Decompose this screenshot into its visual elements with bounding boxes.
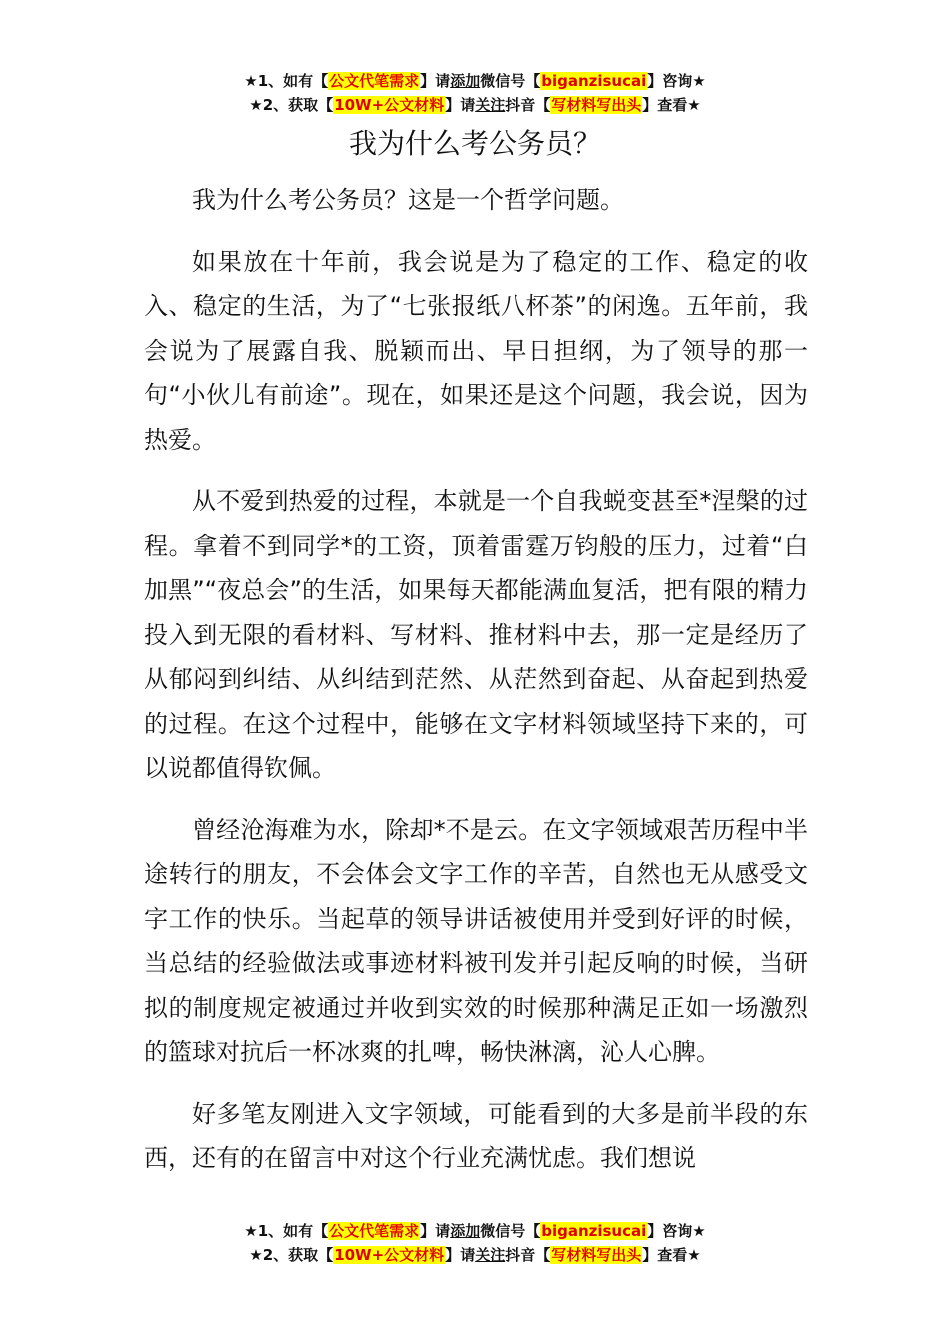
- paragraph-1: 我为什么考公务员？这是一个哲学问题。: [192, 186, 624, 214]
- paragraph-4: 曾经沧海难为水，除却*不是云。在文字领域艰苦历程中半途转行的朋友，不会体会文字工作的辛苦，自然也无从感受文字工作的快乐。当起草的领导讲话被使用并受到好评的时候，当总结的经验做法或事迹材料被刊发并引起反响的时候，当研拟的制度规定被通过并收到实效的时候那种满足正如一场激烈的篮球对抗后一杯冰爽的扎啤，畅快淋漓，沁人心脾。: [144, 815, 808, 1066]
- promo-highlight-douyin: 写材料写出头: [551, 1246, 642, 1264]
- promo-line-2: ★2、获取【10W+公文材料】请关注抖音【写材料写出头】查看★: [249, 96, 701, 114]
- promo-highlight-service: 公文代笔需求: [329, 72, 420, 90]
- document-body: [144, 178, 808, 1198]
- promo-line-1: ★1、如有【公文代笔需求】请添加微信号【biganzisucai】咨询★: [244, 72, 706, 90]
- footer-promo-banner: [0, 1219, 950, 1267]
- paragraph-2: 如果放在十年前，我会说是为了稳定的工作、稳定的收入、稳定的生活，为了“七张报纸八杯茶”的闲逸。五年前，我会说为了展露自我、脱颖而出、早日担纲，为了领导的那一句“小伙儿有前途”。现在，如果还是这个问题，我会说，因为热爱。: [144, 247, 808, 454]
- promo-highlight-wechat-id: biganzisucai: [541, 1222, 647, 1240]
- paragraph-3: 从不爱到热爱的过程，本就是一个自我蜕变甚至*涅槃的过程。拿着不到同学*的工资，顶着雷霆万钧般的压力，过着“白加黑”“夜总会”的生活，如果每天都能满血复活，把有限的精力投入到无限的看材料、写材料、推材料中去，那一定是经历了从郁闷到纠结、从纠结到茫然、从茫然到奋起、从奋起到热爱的过程。在这个过程中，能够在文字材料领域坚持下来的，可以说都值得钦佩。: [144, 487, 808, 782]
- promo-highlight-service: 公文代笔需求: [329, 1222, 420, 1240]
- promo-highlight-materials: 10W+公文材料: [334, 96, 445, 114]
- promo-highlight-materials: 10W+公文材料: [334, 1246, 445, 1264]
- promo-highlight-wechat-id: biganzisucai: [541, 72, 647, 90]
- promo-line-2: ★2、获取【10W+公文材料】请关注抖音【写材料写出头】查看★: [249, 1246, 701, 1264]
- paragraph-5: 好多笔友刚进入文字领域，可能看到的大多是前半段的东西，还有的在留言中对这个行业充满忧虑。我们想说: [144, 1099, 808, 1172]
- promo-highlight-douyin: 写材料写出头: [551, 96, 642, 114]
- document-title: 我为什么考公务员？: [348, 127, 601, 160]
- header-promo-banner: [0, 69, 950, 117]
- promo-line-1: ★1、如有【公文代笔需求】请添加微信号【biganzisucai】咨询★: [244, 1222, 706, 1240]
